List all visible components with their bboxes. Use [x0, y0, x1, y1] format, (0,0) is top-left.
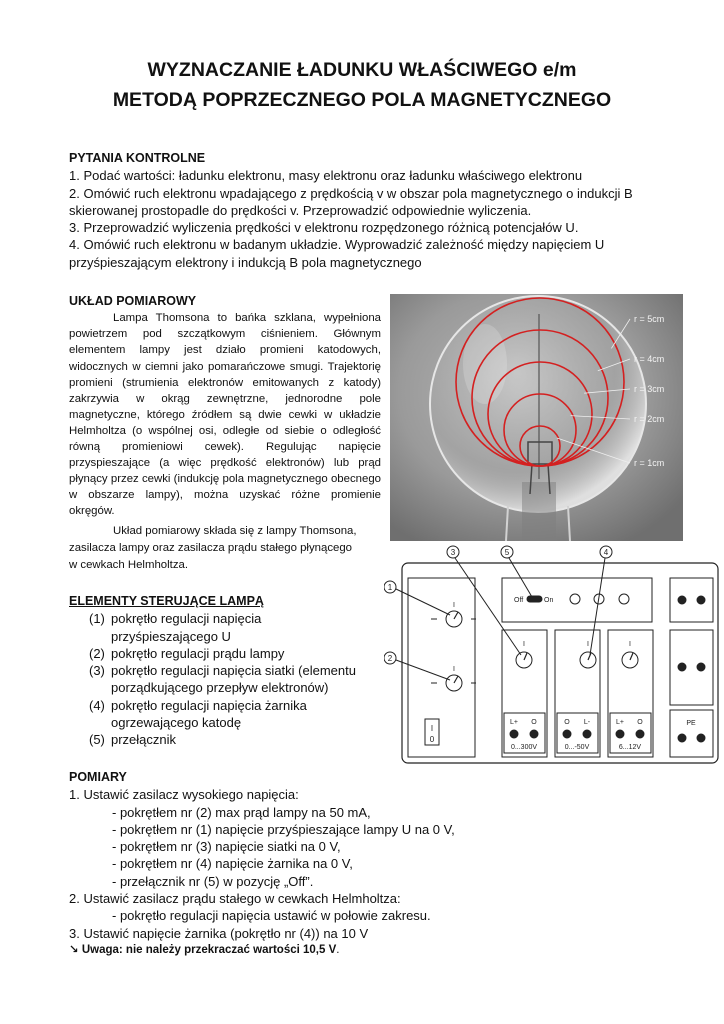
- text-line: - pokrętłem nr (2) max prąd lampy na 50 mA,: [112, 804, 371, 820]
- page-title: [0, 55, 724, 115]
- list-item-cont: porządkującego przepływ elektronów): [111, 680, 329, 696]
- list-item-cont: ogrzewającego katodę: [111, 715, 242, 731]
- knob-12v[interactable]: [622, 641, 638, 668]
- text-line: zasilacza lampy oraz zasilacza prądu stałego płynącego: [69, 541, 353, 554]
- terminal-label: L+: [510, 719, 518, 726]
- range-label: 0...-50V: [564, 744, 590, 751]
- list-item: (4) pokrętło regulacji napięcia żarnika: [89, 697, 307, 713]
- power-switch-on-mark: I: [430, 724, 434, 733]
- range-label: 6...12V: [618, 744, 642, 751]
- text-line: - pokrętłem nr (1) napięcie przyśpieszające lampy U na 0 V,: [112, 821, 455, 837]
- callout-5: [501, 546, 532, 597]
- radius-label: r = 5cm: [634, 314, 665, 324]
- terminal-label: L+: [616, 719, 624, 726]
- arrow-icon: ↘: [69, 943, 79, 956]
- thomson-tube-image: [390, 294, 683, 541]
- section-heading: ELEMENTY STERUJĄCE LAMPĄ: [69, 594, 264, 608]
- text-line: 1. Ustawić zasilacz wysokiego napięcia:: [69, 787, 299, 803]
- text-line: - pokrętłem nr (3) napięcie siatki na 0 V,: [112, 839, 341, 855]
- svg-text:I: I: [453, 666, 455, 673]
- warning: ↘ Uwaga: nie należy przekraczać wartości 10,5 V.: [69, 943, 340, 956]
- svg-text:I: I: [587, 641, 589, 648]
- section-pomiary: [69, 769, 669, 959]
- callout-4: [590, 546, 612, 655]
- svg-text:4: 4: [603, 548, 609, 557]
- svg-text:I: I: [453, 602, 455, 609]
- paragraph: Lampa Thomsona to bańka szklana, wypełniona powietrzem pod szczątkowym ciśnieniem. Głównym elementem lampy jest działo promieni katodowych, widocznych w ciemni jako pomarańczowe smugi. Trajektorię promieni (strumienia elektronów emitowanych z katody) zakrzywia w okrąg zewnętrzne, jednorodne pole magnetyczne, którego źródłem są dwie cewki w układzie Helmholtza (o wspólnej osi, odległe od siebie o odległość równą promieniowi cewek). Regulując napięcie przyspieszające (a więc prędkość elektronów) lub prąd płynący przez cewki (indukcję pola magnetycznego obecnego w obszarze lampy), można uzyskać różne promienie okręgów.: [69, 312, 381, 518]
- text-line: 3. Ustawić napięcie żarnika (pokrętło nr (4)) na 10 V: [69, 925, 369, 941]
- panel-left: [408, 578, 475, 757]
- title-line-1: WYZNACZANIE ŁADUNKU WŁAŚCIWEGO e/m: [147, 59, 577, 81]
- device-frame: [402, 563, 718, 763]
- text-line: - pokrętło regulacji napięcia ustawić w połowie zakresu.: [112, 908, 431, 924]
- panel-right-bottom: [670, 710, 713, 757]
- panel-50v: [555, 630, 600, 757]
- text-line: przyśpieszającym elektrony i indukcją B pola magnetycznego: [69, 254, 422, 270]
- svg-text:5: 5: [504, 548, 510, 557]
- text-line: 2. Ustawić zasilacz prądu stałego w cewkach Helmholtza:: [69, 891, 401, 907]
- range-label: 0...300V: [510, 744, 538, 751]
- radius-label: r = 3cm: [634, 384, 665, 394]
- svg-text:Off: Off: [514, 597, 524, 604]
- svg-text:On: On: [544, 597, 554, 604]
- panel-right-mid: [670, 630, 713, 705]
- text-line: w cewkach Helmholtza.: [69, 558, 189, 571]
- list-item: (2) pokrętło regulacji prądu lampy: [89, 645, 285, 661]
- svg-text:I: I: [523, 641, 525, 648]
- list-item: (5) przełącznik: [89, 732, 177, 748]
- radius-label: r = 2cm: [634, 414, 665, 424]
- terminal-label: O: [564, 719, 570, 726]
- section-pytania: [69, 150, 669, 271]
- text-line: - pokrętłem nr (4) napięcie żarnika na 0 V,: [112, 856, 353, 872]
- list-item: (1) pokrętło regulacji napięcia: [89, 611, 262, 627]
- callout-1: [384, 581, 450, 615]
- knob-1-accelerating-voltage[interactable]: [431, 602, 476, 627]
- panel-12v: [608, 630, 653, 757]
- power-switch-off-mark: 0: [429, 735, 435, 744]
- section-uklad: [69, 293, 381, 574]
- pe-label: PE: [686, 720, 696, 727]
- text-line: 4. Omówić ruch elektronu w badanym układzie. Wyprowadzić zależność między napięciem U: [69, 237, 605, 253]
- switch-5[interactable]: [514, 596, 553, 604]
- text-line: Układ pomiarowy składa się z lampy Thomsona,: [113, 524, 357, 537]
- text-line: 2. Omówić ruch elektronu wpadającego z prędkością v w obszar pola magnetycznego o indukcji B: [69, 185, 633, 201]
- radius-label: r = 1cm: [634, 458, 665, 468]
- panel-300v: [502, 630, 547, 757]
- svg-text:I: I: [629, 641, 631, 648]
- text-line: 1. Podać wartości: ładunku elektronu, masy elektronu oraz ładunku właściwego elektronu: [69, 168, 583, 184]
- svg-text:3: 3: [450, 548, 456, 557]
- list-item: (3) pokrętło regulacji napięcia siatki (elementu: [89, 663, 356, 679]
- small-knob[interactable]: [570, 594, 580, 604]
- section-heading: POMIARY: [69, 770, 127, 784]
- section-heading: UKŁAD POMIAROWY: [69, 294, 197, 308]
- radius-label: r = 4cm: [634, 354, 665, 364]
- title-line-2: METODĄ POPRZECZNEGO POLA MAGNETYCZNEGO: [112, 89, 612, 111]
- svg-text:2: 2: [387, 654, 393, 663]
- thomson-tube-photo: [390, 294, 683, 541]
- list-item-cont: przyśpieszającego U: [111, 628, 231, 644]
- knob-4-heater-voltage[interactable]: [580, 641, 596, 668]
- callout-2: [384, 652, 450, 680]
- text-line: skierowanej prostopadle do prędkości v. Przeprowadzić odpowiednie wyliczenia.: [69, 202, 532, 218]
- panel-right-top: [670, 578, 713, 622]
- knob-2-tube-current[interactable]: [431, 666, 476, 691]
- knob-3-grid-voltage[interactable]: [516, 641, 532, 668]
- terminal-label: O: [531, 719, 537, 726]
- section-heading: PYTANIA KONTROLNE: [69, 151, 206, 165]
- svg-text:1: 1: [387, 583, 393, 592]
- terminal-label: O: [637, 719, 643, 726]
- text-line: 3. Przeprowadzić wyliczenia prędkości v elektronu rozpędzonego różnicą potencjałów U.: [69, 220, 579, 236]
- power-supply-diagram: [384, 545, 720, 765]
- callout-3: [447, 546, 524, 655]
- section-elementy: [69, 593, 379, 749]
- small-knob[interactable]: [619, 594, 629, 604]
- text-line: - przełącznik nr (5) w pozycję „Off”.: [112, 873, 314, 889]
- terminal-label: L-: [583, 719, 591, 726]
